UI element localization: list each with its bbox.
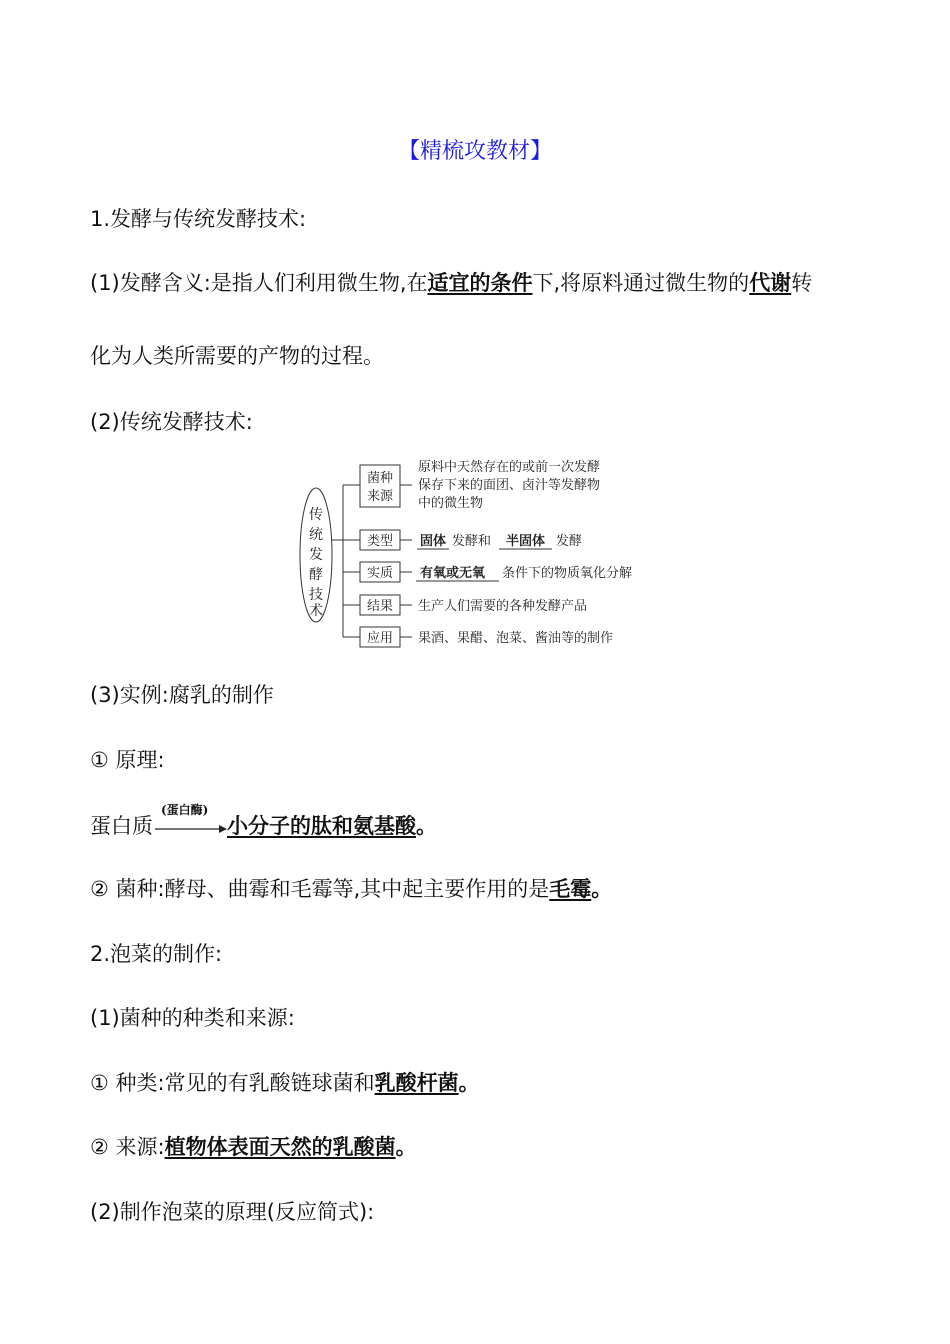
pickle-principle-title: (2)制作泡菜的原理(反应简式): (90, 1200, 375, 1224)
branch-label-source: 菌种 (366, 471, 394, 486)
essence-end-text: 条件下的物质氧化分解 (502, 566, 633, 581)
fermentation-diagram (296, 455, 666, 655)
source-end: 。 (395, 1135, 417, 1159)
branch-label-source: 来源 (366, 489, 394, 504)
reaction-line (90, 803, 437, 840)
arrow-icon (153, 817, 227, 837)
strain-prefix: ② 菌种:酵母、曲霉和毛霉等,其中起主要作用的是 (90, 877, 550, 901)
page-title: 【精梳攻教材】 (397, 139, 552, 164)
section-1-title: 1.发酵与传统发酵技术: (90, 207, 307, 231)
answer-peptides-amino-acids: 小分子的肽和氨基酸 (227, 814, 416, 838)
source-text-line: 原料中天然存在的或前一次发酵 (418, 460, 601, 475)
answer-aerobic-anaerobic: 有氧或无氧 (420, 566, 486, 581)
branch-label-type: 类型 (366, 534, 394, 549)
kinds-end: 。 (458, 1071, 480, 1095)
principle-label: ① 原理: (90, 748, 165, 772)
answer-mucor: 毛霉 (549, 877, 592, 901)
root-char: 酵 (309, 567, 323, 583)
answer-natural-lactic-bacteria: 植物体表面天然的乳酸菌 (164, 1135, 396, 1159)
strain-line (90, 873, 612, 903)
branch-label-essence: 实质 (366, 566, 394, 581)
answer-metabolism: 代谢 (749, 271, 792, 295)
type-middle-text: 发酵和 (452, 534, 492, 549)
source-line (90, 1131, 417, 1161)
source-prefix: ② 来源: (90, 1135, 165, 1159)
answer-lactobacillus: 乳酸杆菌 (374, 1071, 459, 1095)
example-title: (3)实例:腐乳的制作 (90, 683, 274, 707)
root-char: 发 (309, 547, 323, 563)
root-char: 统 (309, 527, 323, 543)
answer-suitable-conditions: 适宜的条件 (427, 271, 533, 295)
definition-line-1 (90, 267, 812, 297)
source-text-line: 保存下来的面团、卤汁等发酵物 (418, 478, 601, 493)
type-end-text: 发酵 (556, 534, 583, 549)
enzyme-label: (蛋白酶) (161, 803, 209, 817)
reactant: 蛋白质 (90, 814, 153, 838)
branch-label-application: 应用 (366, 631, 394, 646)
definition-end: 转 (791, 271, 813, 295)
reaction-arrow (153, 803, 227, 837)
section-2-title: 2.泡菜的制作: (90, 942, 223, 966)
definition-middle: 下,将原料通过微生物的 (532, 271, 750, 295)
product-end: 。 (416, 814, 437, 838)
definition-line-2: 化为人类所需要的产物的过程。 (90, 344, 384, 368)
branch-label-result: 结果 (366, 599, 394, 614)
answer-semi-solid: 半固体 (506, 534, 546, 549)
definition-prefix: (1)发酵含义:是指人们利用微生物,在 (90, 271, 428, 295)
root-char: 术 (309, 603, 323, 619)
kinds-prefix: ① 种类:常见的有乳酸链球菌和 (90, 1071, 375, 1095)
application-text: 果酒、果醋、泡菜、酱油等的制作 (418, 631, 614, 646)
strain-end: 。 (591, 877, 613, 901)
strain-types-title: (1)菌种的种类和来源: (90, 1006, 295, 1030)
traditional-fermentation-title: (2)传统发酵技术: (90, 410, 253, 434)
root-char: 技 (309, 587, 323, 603)
answer-solid: 固体 (420, 534, 447, 549)
source-text-line: 中的微生物 (418, 496, 484, 511)
kinds-line (90, 1067, 480, 1097)
result-text: 生产人们需要的各种发酵产品 (418, 599, 588, 614)
root-char: 传 (309, 507, 323, 523)
